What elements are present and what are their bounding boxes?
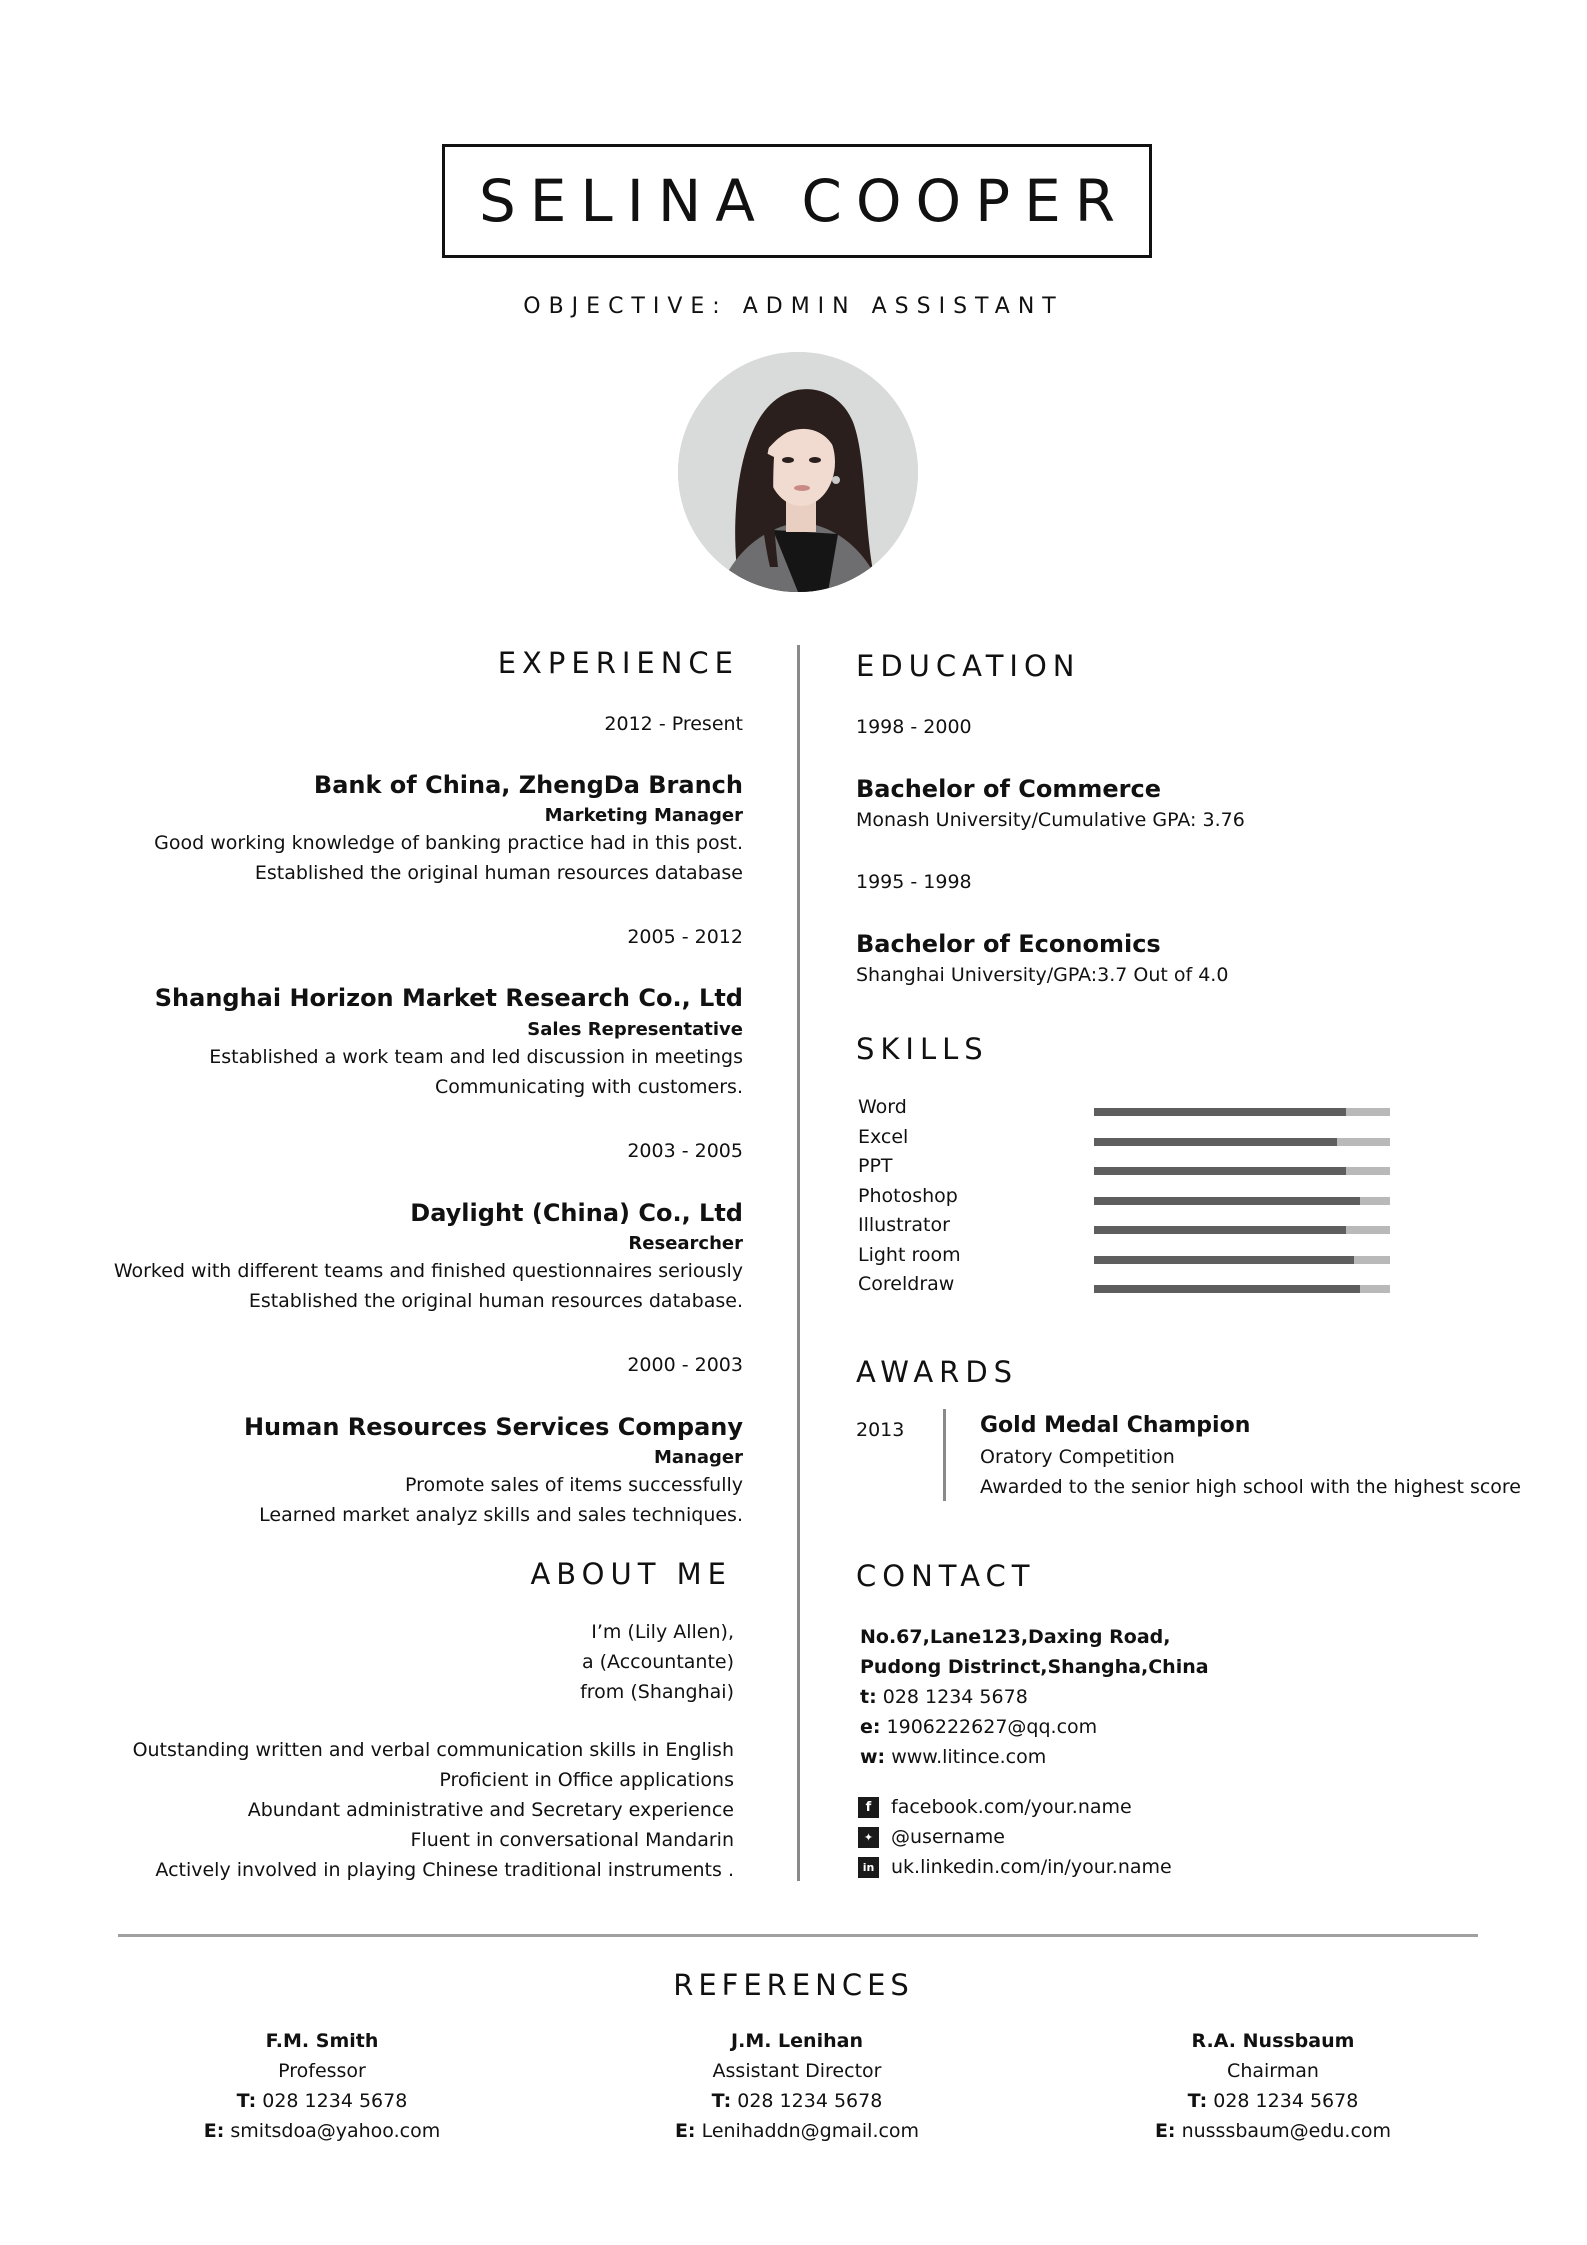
references-divider bbox=[118, 1934, 1478, 1937]
experience-org: Human Resources Services Company bbox=[243, 1413, 743, 1441]
about-point: Fluent in conversational Mandarin bbox=[410, 1829, 734, 1851]
experience-org: Daylight (China) Co., Ltd bbox=[410, 1199, 743, 1227]
experience-line: Good working knowledge of banking practice had in this post. bbox=[154, 832, 743, 854]
references-heading: REFERENCES bbox=[673, 1968, 914, 2002]
about-point: Proficient in Office applications bbox=[439, 1769, 734, 1791]
skill-level-fill bbox=[1094, 1285, 1360, 1293]
candidate-name: SELINA COOPER bbox=[478, 167, 1130, 235]
twitter-icon: ✦ bbox=[858, 1827, 879, 1848]
education-date: 1998 - 2000 bbox=[856, 716, 972, 738]
reference-title: Chairman bbox=[1227, 2060, 1319, 2082]
skill-row bbox=[858, 1273, 1398, 1302]
phone-label: T: bbox=[711, 2090, 732, 2112]
education-date: 1995 - 1998 bbox=[856, 871, 972, 893]
about-intro-line: I’m (Lily Allen), bbox=[591, 1621, 734, 1643]
reference-email-row bbox=[112, 2116, 532, 2146]
reference-phone[interactable]: 028 1234 5678 bbox=[737, 2090, 883, 2112]
reference-email-row bbox=[587, 2116, 1007, 2146]
reference-title: Assistant Director bbox=[712, 2060, 882, 2082]
experience-date: 2012 - Present bbox=[604, 713, 743, 735]
contact-phone[interactable]: 028 1234 5678 bbox=[882, 1686, 1028, 1708]
column-divider bbox=[797, 645, 800, 1881]
experience-role: Sales Representative bbox=[527, 1019, 743, 1040]
about-point: Abundant administrative and Secretary experience bbox=[247, 1799, 734, 1821]
name-box bbox=[442, 144, 1152, 258]
social-link[interactable]: uk.linkedin.com/in/your.name bbox=[891, 1856, 1172, 1878]
education-degree: Bachelor of Commerce bbox=[856, 775, 1162, 803]
skill-level-fill bbox=[1094, 1197, 1360, 1205]
phone-label: t: bbox=[860, 1686, 877, 1708]
experience-date: 2000 - 2003 bbox=[627, 1354, 743, 1376]
contact-website[interactable]: www.litince.com bbox=[891, 1746, 1047, 1768]
contact-web-row bbox=[860, 1742, 1209, 1772]
facebook-icon: f bbox=[858, 1797, 879, 1818]
reference-phone[interactable]: 028 1234 5678 bbox=[262, 2090, 408, 2112]
skill-name: Excel bbox=[858, 1125, 909, 1148]
skill-level-fill bbox=[1094, 1138, 1337, 1146]
email-label: E: bbox=[1154, 2120, 1176, 2142]
skill-row bbox=[858, 1096, 1398, 1125]
award-description: Awarded to the senior high school with the highest score bbox=[980, 1476, 1521, 1498]
contact-phone-row bbox=[860, 1682, 1209, 1712]
skill-level-bar bbox=[1094, 1226, 1390, 1234]
experience-line: Worked with different teams and finished questionnaires seriously bbox=[113, 1260, 743, 1282]
reference-title: Professor bbox=[278, 2060, 366, 2082]
about-heading: ABOUT ME bbox=[530, 1557, 732, 1591]
web-label: w: bbox=[860, 1746, 886, 1768]
skill-level-bar bbox=[1094, 1138, 1390, 1146]
skill-name: Photoshop bbox=[858, 1184, 958, 1207]
linkedin-icon: in bbox=[858, 1857, 879, 1878]
skill-row bbox=[858, 1185, 1398, 1214]
skill-level-bar bbox=[1094, 1197, 1390, 1205]
experience-description bbox=[114, 1256, 743, 1316]
phone-label: T: bbox=[1187, 2090, 1208, 2112]
skill-name: Coreldraw bbox=[858, 1273, 955, 1295]
experience-org: Shanghai Horizon Market Research Co., Ltd bbox=[154, 984, 743, 1012]
experience-description bbox=[154, 828, 743, 888]
phone-label: T: bbox=[236, 2090, 257, 2112]
skill-level-bar bbox=[1094, 1256, 1390, 1264]
skill-row bbox=[858, 1126, 1398, 1155]
about-intro bbox=[580, 1617, 734, 1707]
about-points bbox=[133, 1735, 734, 1885]
education-heading: EDUCATION bbox=[856, 649, 1081, 683]
experience-line: Established the original human resources database. bbox=[248, 1290, 743, 1312]
skill-row bbox=[858, 1244, 1398, 1273]
experience-line: Established a work team and led discussion in meetings bbox=[209, 1046, 743, 1068]
experience-org: Bank of China, ZhengDa Branch bbox=[313, 771, 743, 799]
contact-heading: CONTACT bbox=[856, 1559, 1036, 1593]
skill-name: Illustrator bbox=[858, 1214, 950, 1236]
experience-line: Learned market analyz skills and sales techniques. bbox=[259, 1504, 743, 1526]
email-label: E: bbox=[203, 2120, 225, 2142]
reference-card bbox=[112, 2026, 532, 2146]
reference-name: R.A. Nussbaum bbox=[1191, 2030, 1355, 2052]
experience-date: 2005 - 2012 bbox=[627, 926, 743, 948]
reference-email[interactable]: nusssbaum@edu.com bbox=[1181, 2120, 1392, 2142]
reference-email[interactable]: smitsdoa@yahoo.com bbox=[230, 2120, 441, 2142]
social-link[interactable]: @username bbox=[891, 1826, 1005, 1848]
about-intro-line: from (Shanghai) bbox=[580, 1681, 734, 1703]
award-details bbox=[980, 1442, 1521, 1502]
experience-role: Researcher bbox=[628, 1233, 743, 1254]
award-divider bbox=[943, 1409, 946, 1501]
experience-date: 2003 - 2005 bbox=[627, 1140, 743, 1162]
social-facebook[interactable] bbox=[858, 1792, 1132, 1822]
experience-line: Established the original human resources database bbox=[254, 862, 743, 884]
experience-line: Communicating with customers. bbox=[435, 1076, 743, 1098]
email-label: E: bbox=[674, 2120, 696, 2142]
reference-name: J.M. Lenihan bbox=[731, 2030, 863, 2052]
experience-heading: EXPERIENCE bbox=[497, 646, 739, 680]
contact-email[interactable]: 1906222627@qq.com bbox=[886, 1716, 1098, 1738]
social-twitter[interactable] bbox=[858, 1822, 1005, 1852]
reference-email-row bbox=[1063, 2116, 1483, 2146]
skill-level-fill bbox=[1094, 1256, 1354, 1264]
contact-block bbox=[860, 1622, 1209, 1772]
about-point: Outstanding written and verbal communication skills in English bbox=[132, 1739, 734, 1761]
contact-address-line: Pudong Distrinct,Shangha,China bbox=[860, 1656, 1209, 1678]
reference-phone-row bbox=[112, 2086, 532, 2116]
experience-description bbox=[259, 1470, 743, 1530]
skill-level-bar bbox=[1094, 1285, 1390, 1293]
experience-line: Promote sales of items successfully bbox=[405, 1474, 743, 1496]
social-link[interactable]: facebook.com/your.name bbox=[891, 1796, 1132, 1818]
skill-level-fill bbox=[1094, 1167, 1346, 1175]
reference-phone[interactable]: 028 1234 5678 bbox=[1213, 2090, 1359, 2112]
skill-level-bar bbox=[1094, 1167, 1390, 1175]
social-linkedin[interactable] bbox=[858, 1852, 1172, 1882]
skill-level-fill bbox=[1094, 1226, 1346, 1234]
award-event: Oratory Competition bbox=[980, 1446, 1175, 1468]
skill-level-fill bbox=[1094, 1108, 1346, 1116]
skills-heading: SKILLS bbox=[856, 1032, 989, 1066]
profile-photo bbox=[678, 352, 918, 592]
reference-phone-row bbox=[587, 2086, 1007, 2116]
education-school: Shanghai University/GPA:3.7 Out of 4.0 bbox=[856, 964, 1229, 986]
reference-name: F.M. Smith bbox=[265, 2030, 379, 2052]
skill-name: Light room bbox=[858, 1243, 961, 1266]
skill-name: PPT bbox=[858, 1155, 893, 1177]
reference-email[interactable]: Lenihaddn@gmail.com bbox=[701, 2120, 920, 2142]
skill-row bbox=[858, 1214, 1398, 1243]
about-point: Actively involved in playing Chinese traditional instruments . bbox=[155, 1859, 734, 1881]
skill-level-bar bbox=[1094, 1108, 1390, 1116]
award-name: Gold Medal Champion bbox=[980, 1413, 1251, 1438]
email-label: e: bbox=[860, 1716, 881, 1738]
reference-card bbox=[587, 2026, 1007, 2146]
objective: OBJECTIVE: ADMIN ASSISTANT bbox=[523, 294, 1064, 319]
portrait-image bbox=[678, 352, 918, 592]
experience-role: Manager bbox=[654, 1447, 743, 1468]
skill-row bbox=[858, 1155, 1398, 1184]
reference-card bbox=[1063, 2026, 1483, 2146]
education-school: Monash University/Cumulative GPA: 3.76 bbox=[856, 809, 1245, 831]
reference-phone-row bbox=[1063, 2086, 1483, 2116]
education-degree: Bachelor of Economics bbox=[856, 930, 1161, 958]
award-year: 2013 bbox=[856, 1419, 905, 1441]
contact-email-row bbox=[860, 1712, 1209, 1742]
about-intro-line: a (Accountante) bbox=[581, 1651, 734, 1673]
experience-description bbox=[209, 1042, 743, 1102]
experience-role: Marketing Manager bbox=[544, 805, 743, 826]
awards-heading: AWARDS bbox=[856, 1355, 1019, 1389]
skill-name: Word bbox=[858, 1096, 907, 1118]
contact-address-line: No.67,Lane123,Daxing Road, bbox=[860, 1626, 1171, 1648]
